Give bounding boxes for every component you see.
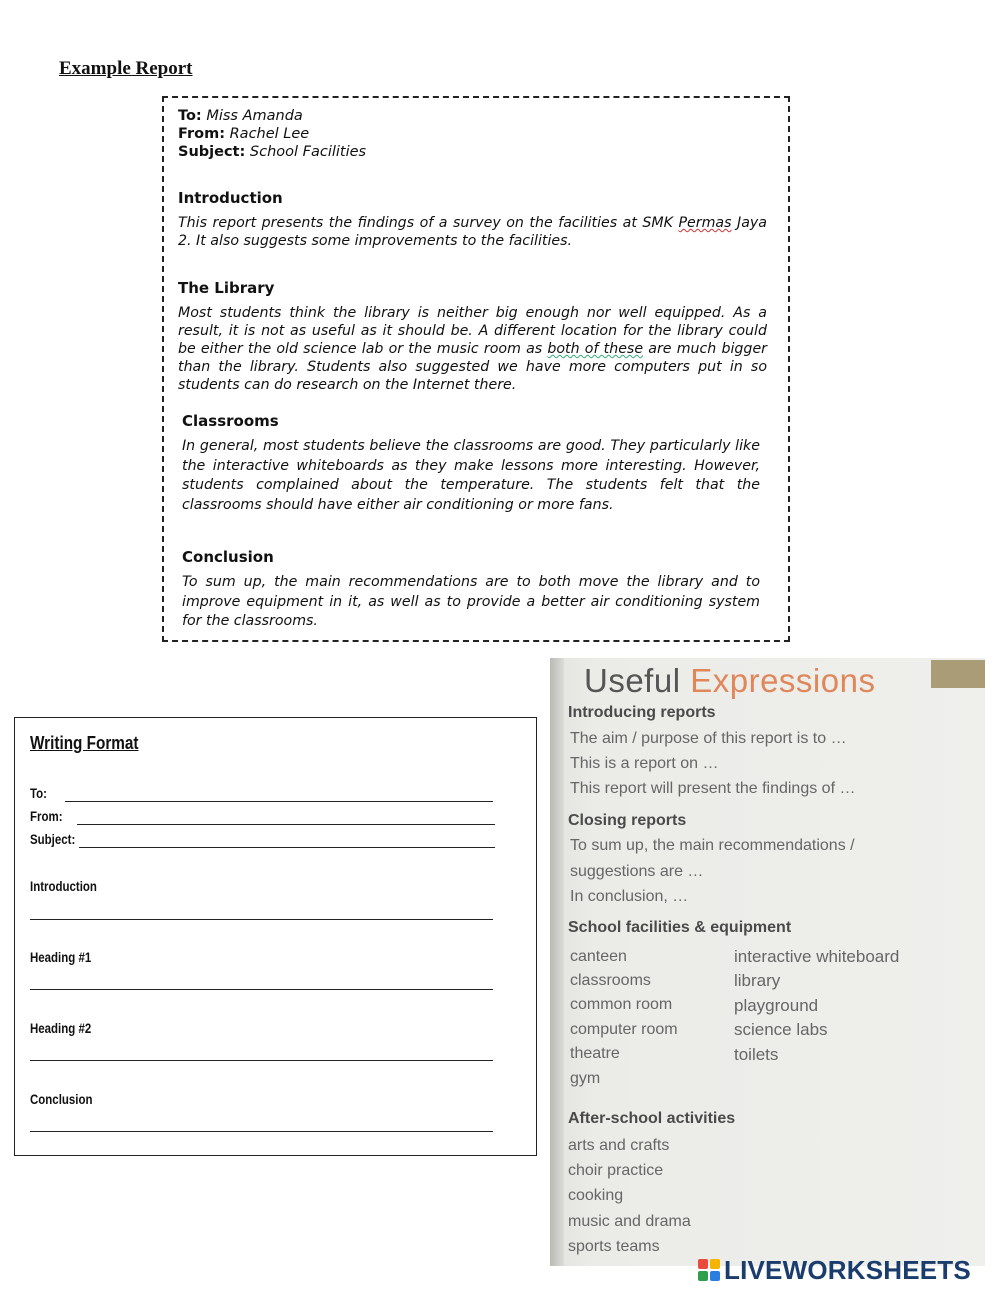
format-heading1-line[interactable] xyxy=(30,989,493,990)
facilities-heading: School facilities & equipment xyxy=(568,919,792,936)
facility-item: classrooms xyxy=(570,972,651,989)
activity-item: music and drama xyxy=(568,1213,691,1230)
introducing-item: This report will present the findings of … xyxy=(570,780,856,797)
title-word-expressions: Expressions xyxy=(690,662,876,699)
subject-label: Subject: xyxy=(178,144,246,160)
closing-item: suggestions are … xyxy=(570,863,704,880)
library-title: The Library xyxy=(178,279,275,297)
library-body xyxy=(178,304,767,394)
activity-item: sports teams xyxy=(568,1238,660,1255)
facility-item: toilets xyxy=(734,1045,779,1064)
report-header xyxy=(178,107,768,161)
format-from-label: From: xyxy=(30,809,63,824)
intro-body-start: This report presents the findings of a survey on the facilities at SMK xyxy=(178,215,679,231)
format-subject-line[interactable] xyxy=(79,847,495,848)
useful-expressions-panel xyxy=(550,658,985,1266)
activity-item: cooking xyxy=(568,1187,624,1204)
conclusion-body: To sum up, the main recommendations are to both move the library and to improve equipment in it, as well as to provide a better air conditioning system for the classrooms. xyxy=(182,574,760,629)
format-introduction-label: Introduction xyxy=(30,879,97,894)
conclusion-section xyxy=(182,548,760,632)
from-label: From: xyxy=(178,126,225,142)
format-subject-label: Subject: xyxy=(30,832,76,847)
logo-square xyxy=(710,1271,720,1281)
subject-value: School Facilities xyxy=(249,144,367,160)
book-spine-shadow xyxy=(550,658,564,1266)
to-value: Miss Amanda xyxy=(206,108,303,124)
classrooms-section xyxy=(182,412,760,515)
writing-format-title: Writing Format xyxy=(30,733,139,753)
introducing-item: This is a report on … xyxy=(570,755,719,772)
introducing-heading: Introducing reports xyxy=(568,704,716,721)
conclusion-title: Conclusion xyxy=(182,548,274,566)
facility-item: common room xyxy=(570,996,673,1013)
format-heading1-label: Heading #1 xyxy=(30,950,92,965)
format-conclusion-label: Conclusion xyxy=(30,1092,93,1107)
example-report-box xyxy=(162,96,790,642)
activity-item: choir practice xyxy=(568,1162,664,1179)
format-to-line[interactable] xyxy=(65,801,493,802)
page-tab xyxy=(931,660,985,688)
introducing-item: The aim / purpose of this report is to … xyxy=(570,730,847,747)
format-conclusion-line[interactable] xyxy=(30,1131,493,1132)
activities-heading: After-school activities xyxy=(568,1110,736,1127)
classrooms-body: In general, most students believe the classrooms are good. They particularly like the interactive whiteboards as they make lessons more interesting. However, students complained about the temperature. The students felt that the classrooms should have either air conditioning or more fans. xyxy=(182,438,760,513)
facility-item: computer room xyxy=(570,1021,678,1038)
intro-title: Introduction xyxy=(178,189,283,207)
intro-body-mark: Permas xyxy=(678,215,732,231)
logo-square xyxy=(698,1259,708,1269)
closing-item: In conclusion, … xyxy=(570,888,689,905)
facility-item: gym xyxy=(570,1070,601,1087)
closing-heading: Closing reports xyxy=(568,812,687,829)
facility-item: playground xyxy=(734,996,819,1015)
facility-item: theatre xyxy=(570,1045,620,1062)
intro-body-end: Jaya 2. It also suggests some improvements to the facilities. xyxy=(178,215,767,249)
writing-format-box xyxy=(14,717,537,1156)
closing-item: To sum up, the main recommendations / xyxy=(570,837,855,854)
liveworksheets-logo-text: LIVEWORKSHEETS xyxy=(724,1255,971,1285)
format-from-line[interactable] xyxy=(77,824,495,825)
report-subject-line xyxy=(178,143,768,161)
format-introduction-line[interactable] xyxy=(30,919,493,920)
facility-item: canteen xyxy=(570,948,627,965)
library-body-mark: both of these xyxy=(547,341,644,357)
title-word-useful: Useful xyxy=(584,662,681,699)
format-to-label: To: xyxy=(30,786,47,801)
page-title: Example Report xyxy=(59,58,193,79)
format-heading2-label: Heading #2 xyxy=(30,1021,92,1036)
intro-section xyxy=(178,189,767,250)
activity-item: arts and crafts xyxy=(568,1137,670,1154)
useful-expressions-title xyxy=(584,662,875,700)
facility-item: science labs xyxy=(734,1020,828,1039)
logo-square xyxy=(710,1259,720,1269)
library-body-end: are much bigger than the library. Students also suggested we have more computers put in so students can do research on the Internet there. xyxy=(178,341,768,393)
library-body-start: Most students think the library is neither big enough nor well equipped. As a result, it is not as useful as it should be. A different location for the library could be either the old science lab or the music room as xyxy=(178,305,767,357)
liveworksheets-logo-icon xyxy=(698,1259,720,1281)
facility-item: interactive whiteboard xyxy=(734,947,900,966)
format-heading2-line[interactable] xyxy=(30,1060,493,1061)
intro-body xyxy=(178,214,767,250)
from-value: Rachel Lee xyxy=(229,126,310,142)
facility-item: library xyxy=(734,971,781,990)
to-label: To: xyxy=(178,108,202,124)
library-section xyxy=(178,279,767,394)
report-to-line xyxy=(178,107,768,125)
classrooms-title: Classrooms xyxy=(182,412,279,430)
liveworksheets-logo[interactable] xyxy=(698,1257,971,1283)
report-from-line xyxy=(178,125,768,143)
logo-square xyxy=(698,1271,708,1281)
